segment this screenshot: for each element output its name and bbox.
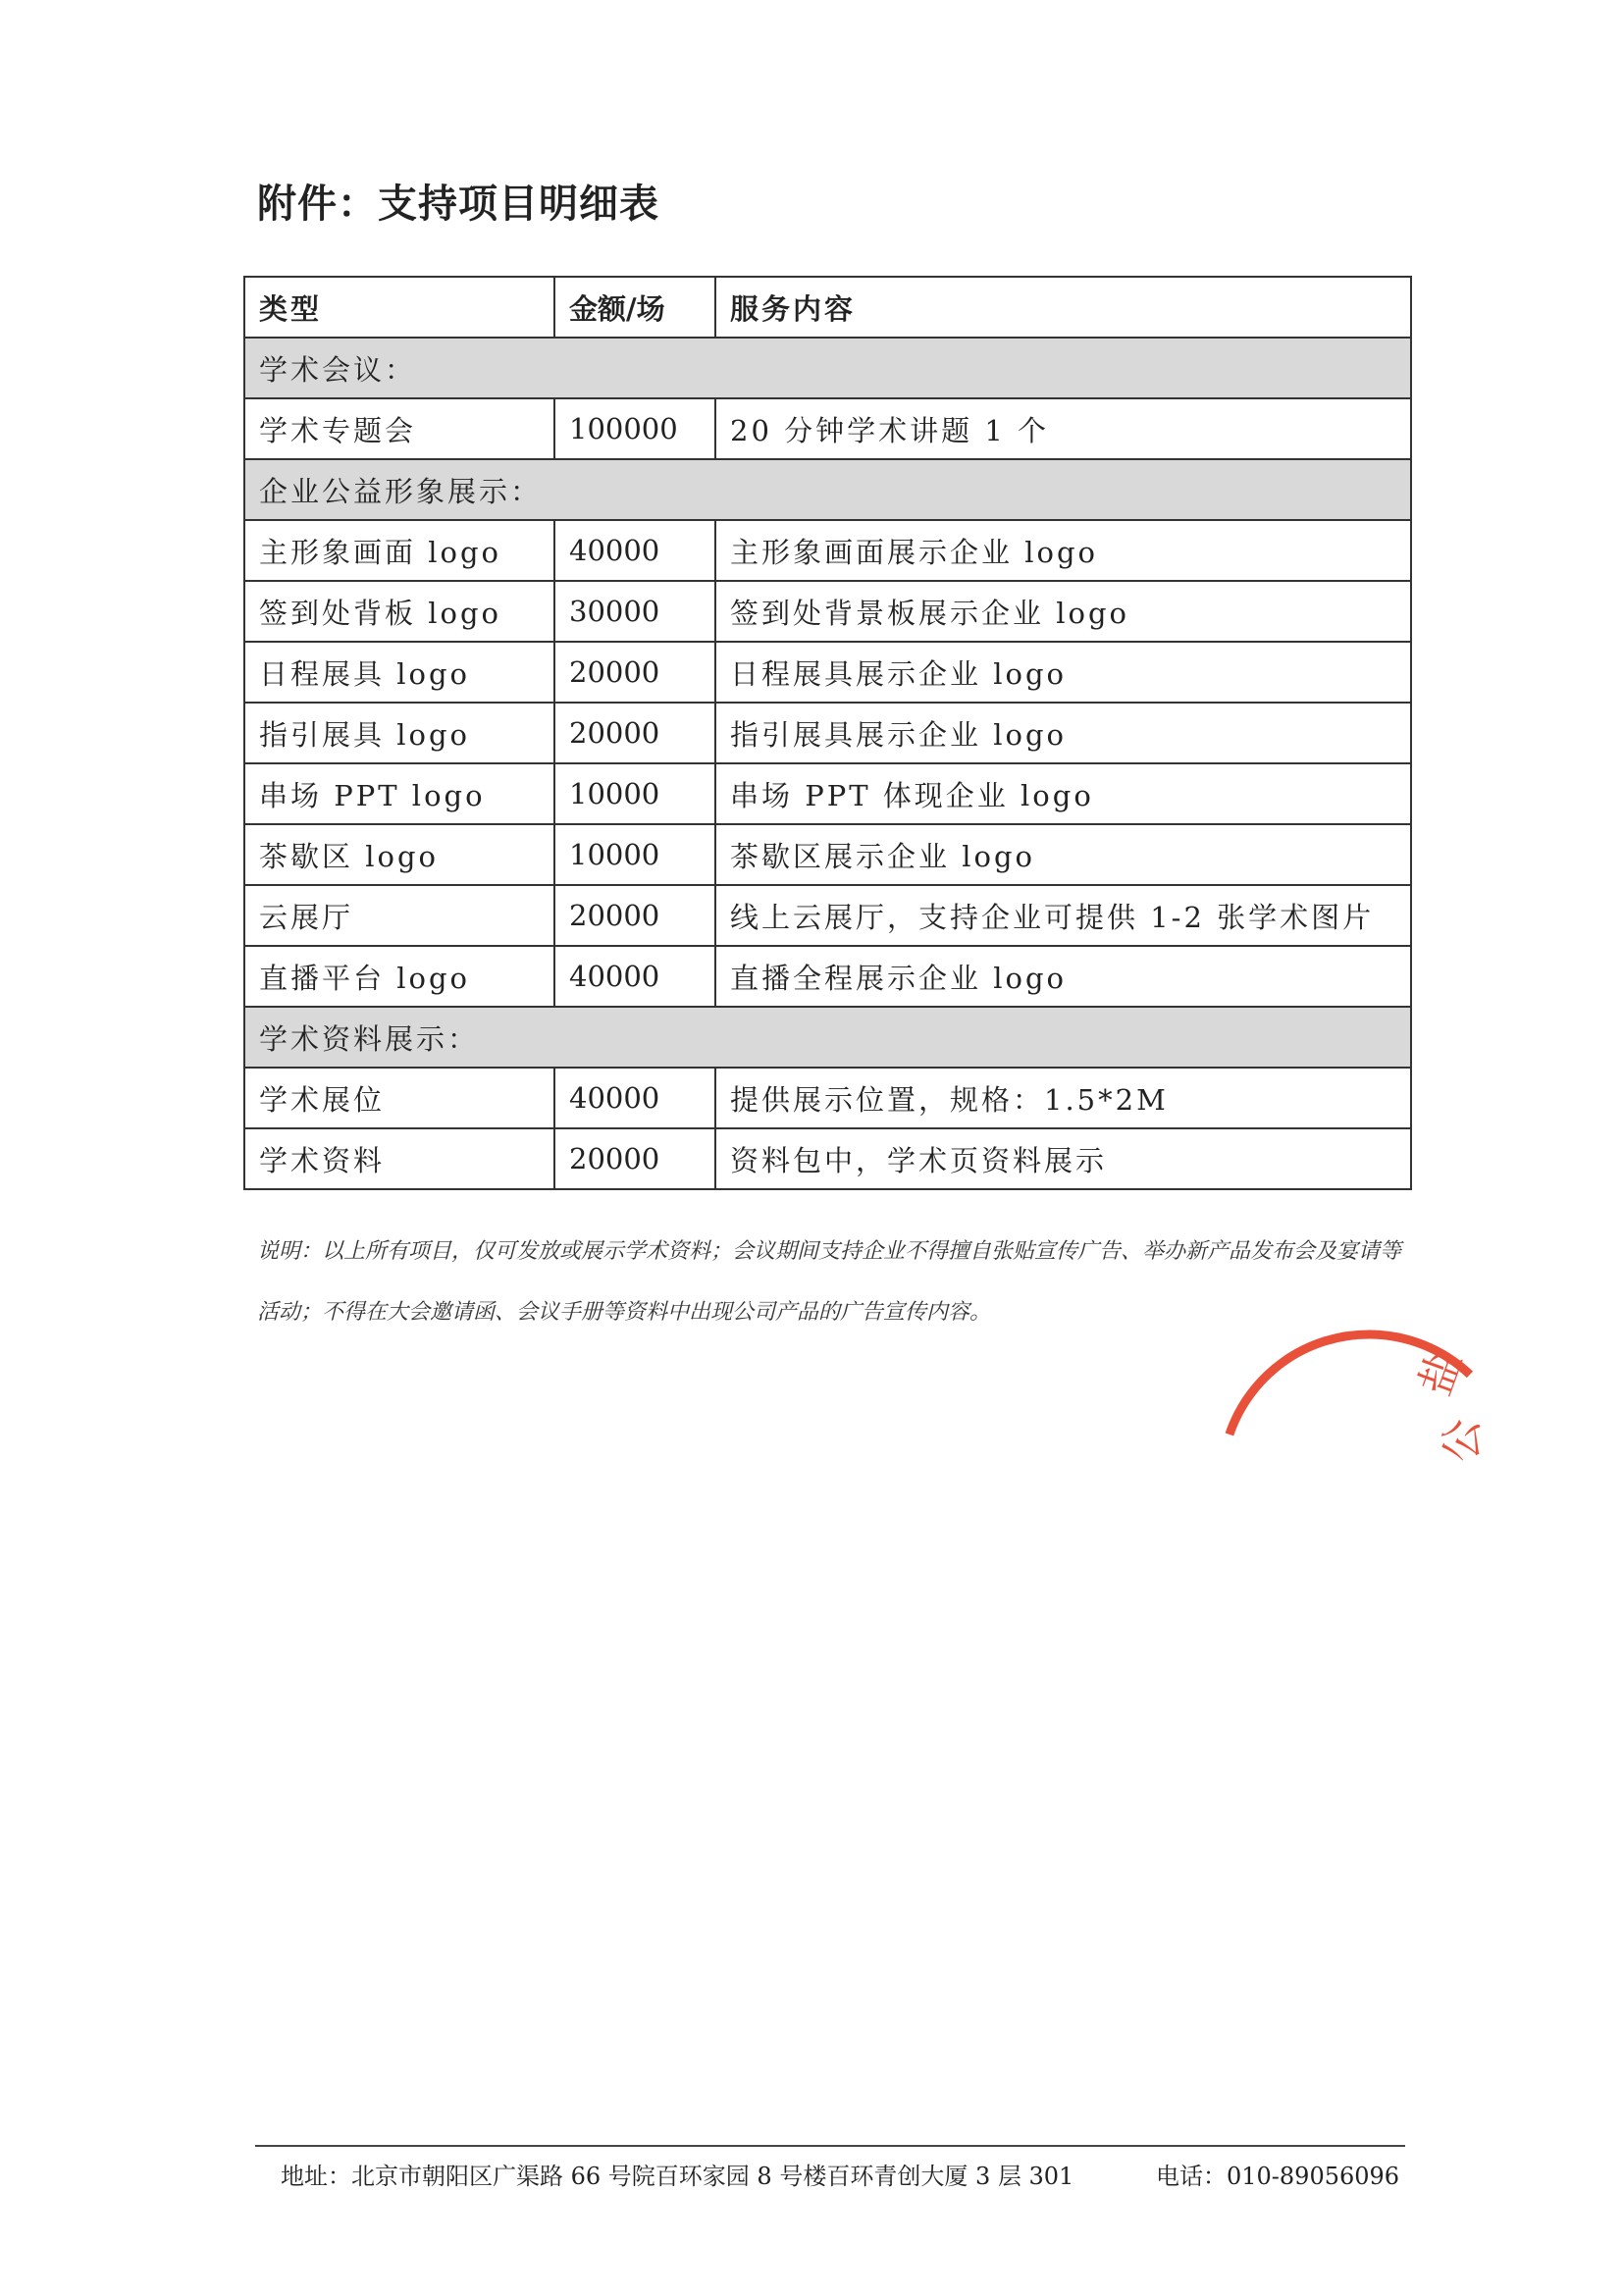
cell-type: 云展厅 [244, 885, 554, 946]
header-amount: 金额/场 [554, 277, 715, 338]
seal-ring [1222, 1334, 1516, 1629]
cell-type: 直播平台 logo [244, 946, 554, 1007]
cell-content: 线上云展厅，支持企业可提供 1-2 张学术图片 [715, 885, 1411, 946]
cell-type: 学术专题会 [244, 398, 554, 459]
cell-content: 日程展具展示企业 logo [715, 642, 1411, 703]
note-text: 说明：以上所有项目，仅可发放或展示学术资料；会议期间支持企业不得擅自张贴宣传广告、举办新产品发布会及宴请等活动；不得在大会邀请函、会议手册等资料中出现公司产品的广告宣传内容。 [257, 1239, 1402, 1325]
cell-amount: 20000 [554, 1128, 715, 1189]
support-items-table [243, 276, 1412, 1190]
seal-char-1: 盐 [1410, 1343, 1473, 1402]
footer-divider [255, 2145, 1405, 2147]
table-row [244, 581, 1411, 642]
table-row [244, 763, 1411, 824]
section-label: 企业公益形象展示： [244, 459, 1411, 520]
table-section-row [244, 459, 1411, 520]
cell-type: 指引展具 logo [244, 703, 554, 763]
cell-content: 指引展具展示企业 logo [715, 703, 1411, 763]
table-row [244, 703, 1411, 763]
cell-content: 直播全程展示企业 logo [715, 946, 1411, 1007]
footer-address: 地址：北京市朝阳区广渠路 66 号院百环家园 8 号楼百环青创大厦 3 层 301 [281, 2163, 1074, 2190]
cell-type: 学术展位 [244, 1068, 554, 1128]
table-row [244, 946, 1411, 1007]
table-row [244, 642, 1411, 703]
cell-type: 学术资料 [244, 1128, 554, 1189]
cell-content: 签到处背景板展示企业 logo [715, 581, 1411, 642]
cell-content: 茶歇区展示企业 logo [715, 824, 1411, 885]
table-row [244, 520, 1411, 581]
seal-char-2: 公 [1438, 1419, 1488, 1462]
cell-type: 茶歇区 logo [244, 824, 554, 885]
footer-phone: 电话：010-89056096 [1156, 2163, 1400, 2190]
table-header-row [244, 277, 1411, 338]
cell-content: 串场 PPT 体现企业 logo [715, 763, 1411, 824]
cell-amount: 10000 [554, 824, 715, 885]
cell-content: 主形象画面展示企业 logo [715, 520, 1411, 581]
header-type: 类型 [244, 277, 554, 338]
cell-content: 资料包中，学术页资料展示 [715, 1128, 1411, 1189]
cell-content: 20 分钟学术讲题 1 个 [715, 398, 1411, 459]
cell-amount: 20000 [554, 885, 715, 946]
cell-type: 主形象画面 logo [244, 520, 554, 581]
page-title: 附件：支持项目明细表 [257, 182, 659, 227]
cell-type: 串场 PPT logo [244, 763, 554, 824]
company-seal-stamp [1217, 1325, 1531, 1639]
cell-amount: 40000 [554, 1068, 715, 1128]
header-content: 服务内容 [715, 277, 1411, 338]
table-row [244, 885, 1411, 946]
table-row [244, 824, 1411, 885]
table-section-row [244, 338, 1411, 398]
cell-amount: 20000 [554, 642, 715, 703]
cell-amount: 40000 [554, 520, 715, 581]
cell-amount: 20000 [554, 703, 715, 763]
cell-type: 签到处背板 logo [244, 581, 554, 642]
cell-amount: 10000 [554, 763, 715, 824]
cell-amount: 40000 [554, 946, 715, 1007]
table-row [244, 398, 1411, 459]
cell-content: 提供展示位置，规格：1.5*2M [715, 1068, 1411, 1128]
table-section-row [244, 1007, 1411, 1068]
table-row [244, 1068, 1411, 1128]
cell-amount: 100000 [554, 398, 715, 459]
cell-type: 日程展具 logo [244, 642, 554, 703]
section-label: 学术资料展示： [244, 1007, 1411, 1068]
table-row [244, 1128, 1411, 1189]
section-label: 学术会议： [244, 338, 1411, 398]
cell-amount: 30000 [554, 581, 715, 642]
